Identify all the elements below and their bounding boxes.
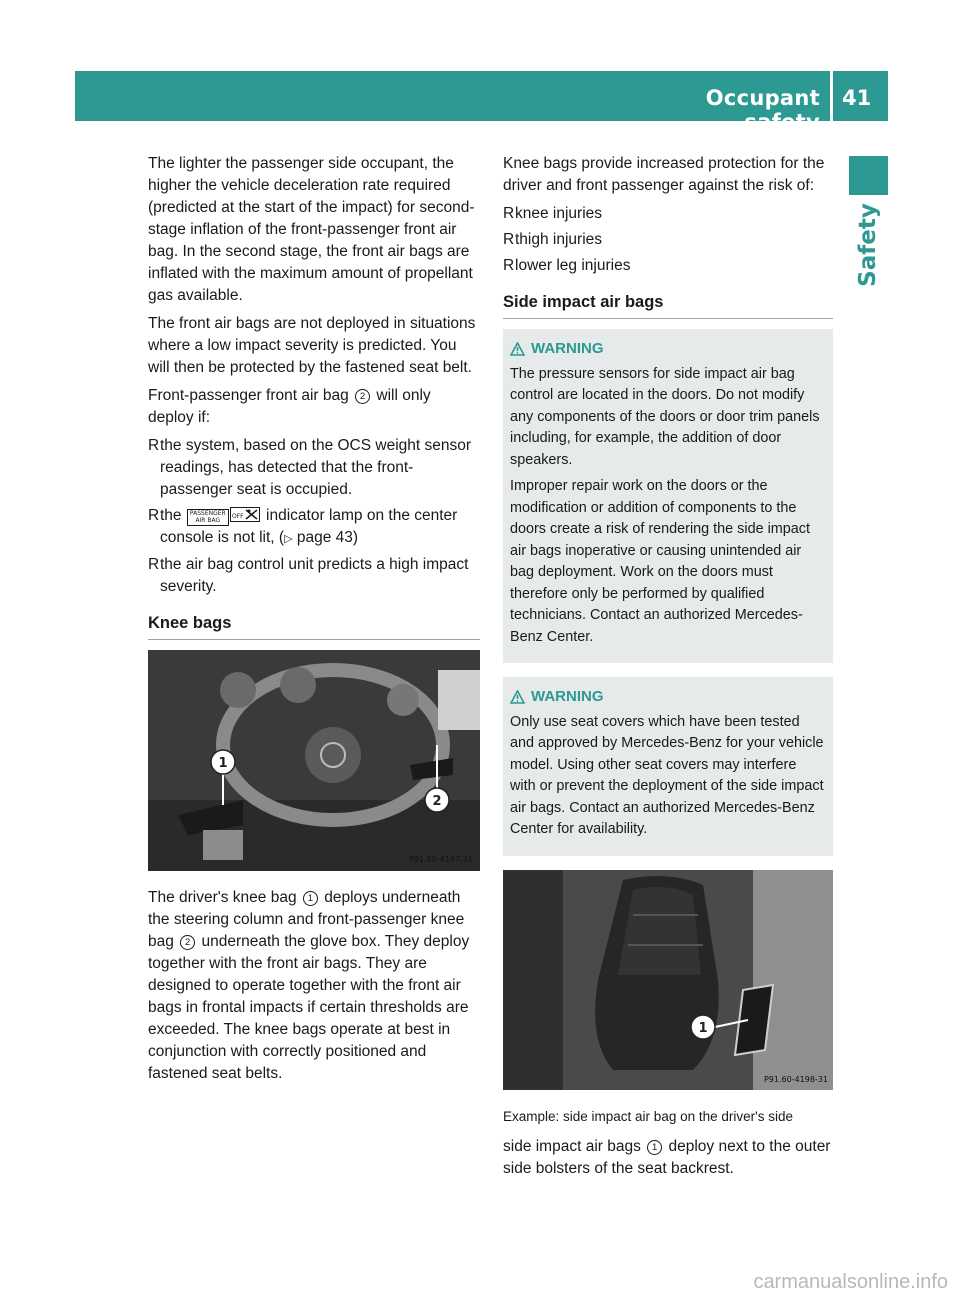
passenger-airbag-lamp-icon: PASSENGER AIR BAG [187,509,229,526]
section-heading: Knee bags [148,612,480,640]
paragraph: Knee bags provide increased protection for the driver and front passenger against the risk of: [503,155,825,194]
warning-title: WARNING [510,338,825,360]
warning-icon [510,342,525,356]
callout-number: 1 [647,1140,662,1155]
paragraph: The lighter the passenger side occupant, the higher the vehicle deceleration rate required (predicted at the start of the impact) for second-stage inflation of the front-passenger front air bag. In the second stage, the front air bags are inflated with the maximum amount of propellant gas available. [148,155,475,304]
list-item: R thigh injuries [503,231,603,248]
section-heading: Side impact air bags [503,291,833,319]
warning-box [503,329,833,663]
list-item [148,435,480,501]
warning-text: Improper repair work on the doors or the modification or addition of components to the doors create a risk of rendering the side impact air bags inoperative or causing unintended air bag deployment. Work on the doors must therefore only be performed by qualified technicians. Contact an authorized Mercedes-Benz Center. [510,478,810,645]
paragraph [148,887,480,1085]
figure-caption: Example: side impact air bag on the driver's side [503,1108,793,1124]
text: the system, based on the OCS weight sensor readings, has detected that the front-passenger seat is occupied. [160,437,472,498]
warning-title: WARNING [510,686,825,708]
text: the air bag control unit predicts a high impact severity. [160,556,469,595]
side-airbag-seat-photo [503,870,833,1090]
text: Front-passenger front air bag [148,387,349,404]
page-number: 41 [842,86,872,110]
bullet: R [148,556,160,573]
warning-box [503,677,833,856]
figure-code: P91.60-4197-31 [408,855,473,864]
section-tab-marker [849,156,888,195]
page-ref-arrow-icon: ▷ [284,533,293,545]
text: underneath the glove box. They deploy together with the front air bags. They are designed to operate together with the front air bags in frontal impacts if certain thresholds are exceeded. The knee bags operate at best in conjunction with correctly positioned and fastened seat belts. [148,933,470,1082]
section-tab-label: Safety [855,203,881,287]
header-divider [830,71,833,121]
page-title: Occupant safety [705,86,820,134]
text: will only deploy if: [148,387,431,426]
bullet: R [148,437,160,454]
paragraph: The front air bags are not deployed in situations where a low impact severity is predicted. You will then be protected by the fastened seat belt. [148,315,476,376]
list-item: R lower leg injuries [503,257,631,274]
callout-number: 2 [180,935,195,950]
text: The driver's knee bag [148,889,297,906]
callout-number: 2 [355,389,370,404]
text: side impact air bags [503,1137,641,1155]
svg-text:OFF: OFF [231,513,244,520]
callout-label: 1 [698,1020,708,1036]
injury-list [503,203,833,277]
paragraph [503,1136,833,1180]
warning-icon [510,690,525,704]
bullet: R [148,507,160,524]
watermark: carmanualsonline.info [753,1271,948,1293]
left-column [148,153,480,1091]
text: indicator lamp on the center console is not lit, ( [160,507,458,546]
text: deploy next to the outer side bolsters of the seat backrest. [503,1137,831,1177]
list-item [148,554,480,598]
warning-text: The pressure sensors for side impact air bag control are located in the doors. Do not modify any components of the doors or door trim panels including, for example, the addition of door speakers. [510,365,820,468]
knee-bags-photo [148,650,480,871]
airbag-off-icon [230,507,260,522]
warning-text: Only use seat covers which have been tested and approved by Mercedes-Benz for your vehicle model. Using other seat covers may interfere with or prevent the deployment of the side impact air bags. Contact an authorized Mercedes-Benz Center for availability. [510,713,824,837]
paragraph [148,385,480,429]
text: the [160,507,182,524]
callout-label: 2 [432,794,442,809]
right-column [503,153,833,1186]
deploy-conditions-list [148,435,480,598]
list-item: R knee injuries [503,205,603,222]
list-item [148,505,480,550]
callout-label: 1 [218,756,228,771]
text: deploys underneath the steering column and front-passenger knee bag [148,889,465,950]
page-reference-link[interactable]: page 43) [296,529,359,546]
callout-number: 1 [303,891,318,906]
figure-code: P91.60-4198-31 [763,1074,828,1084]
